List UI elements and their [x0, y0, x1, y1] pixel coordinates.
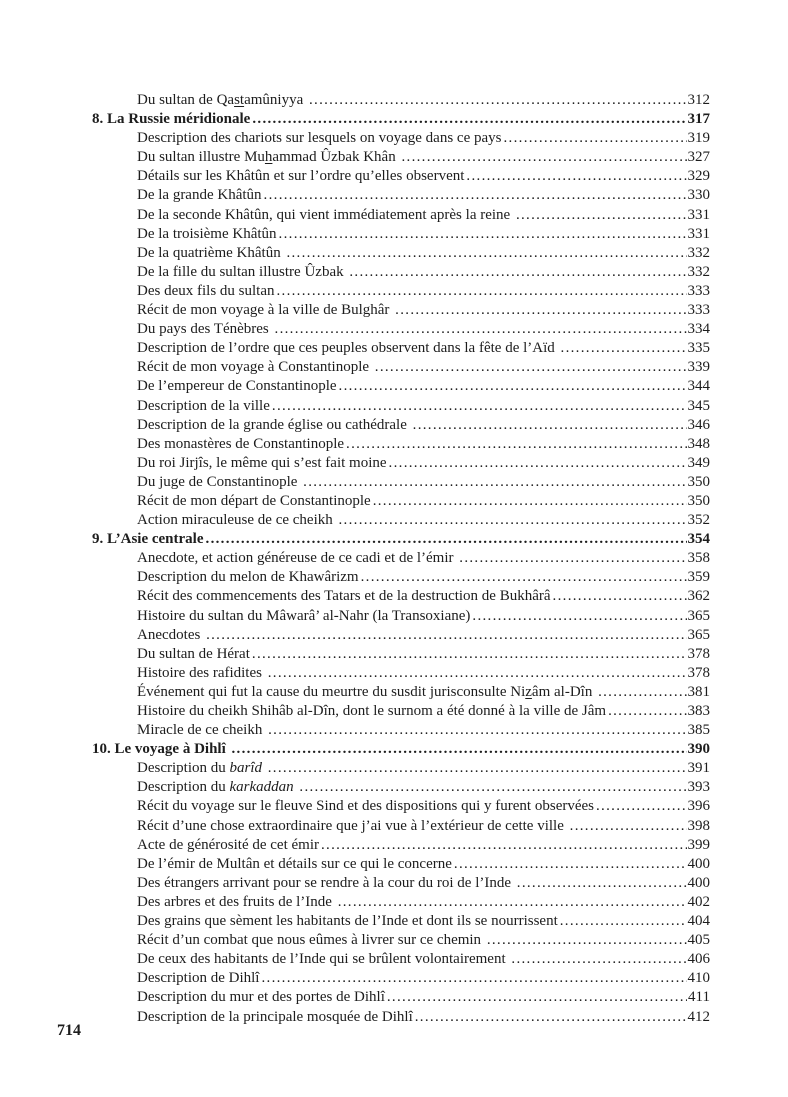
toc-entry: [0, 607, 788, 626]
toc-entry-title: Anecdotes: [137, 626, 205, 643]
toc-entry-page: 381: [687, 683, 710, 700]
toc-entry-title: Récit d’un combat que nous eûmes à livrer sur ce chemin: [137, 932, 485, 949]
toc-entry: [0, 186, 788, 205]
dot-leader: [598, 683, 686, 702]
dot-leader: [299, 778, 686, 797]
toc-entry: [0, 587, 788, 606]
toc-entry: [0, 244, 788, 263]
toc-entry-page: 359: [687, 569, 710, 586]
toc-entry-title: De ceux des habitants de l’Inde qui se brûlent volontairement: [137, 951, 510, 968]
toc-entry-page: 333: [687, 302, 710, 319]
toc-entry-title: Du juge de Constantinople: [137, 473, 302, 490]
dot-leader: [415, 1008, 687, 1027]
dot-leader: [232, 740, 687, 759]
toc-entry-title: Du roi Jirjîs, le même qui s’est fait moine: [137, 454, 387, 471]
toc-entry-page: 398: [687, 817, 710, 834]
toc-entry-page: 399: [687, 836, 710, 853]
dot-leader: [561, 339, 687, 358]
toc-entry-page: 402: [687, 893, 710, 910]
toc-entry: [0, 797, 788, 816]
toc-entry-title: Récit de mon voyage à la ville de Bulghâr: [137, 302, 394, 319]
toc-entry-title: Histoire des rafidites: [137, 664, 266, 681]
toc-entry: [0, 683, 788, 702]
toc-entry-title: 8. La Russie méridionale: [92, 111, 251, 128]
toc-entry-page: 404: [687, 913, 710, 930]
toc-entry-page: 350: [687, 473, 710, 490]
toc-entry-title: Description du barîd: [137, 760, 262, 777]
toc-entry-page: 410: [687, 970, 710, 987]
toc-entry-page: 390: [687, 741, 710, 758]
toc-entry-title: Récit de mon départ de Constantinople: [137, 492, 371, 509]
toc-entry-title: Description de la grande église ou cathédrale: [137, 416, 411, 433]
toc-entry-page: 400: [687, 855, 710, 872]
dot-leader: [272, 397, 687, 416]
dot-leader: [276, 282, 686, 301]
toc-entry-page: 393: [687, 779, 710, 796]
dot-leader: [395, 301, 686, 320]
toc-entry: [0, 950, 788, 969]
toc-entry-page: 350: [687, 492, 710, 509]
dot-leader: [361, 568, 687, 587]
toc-entry-page: 344: [687, 378, 710, 395]
toc-entry-title: Histoire du sultan du Mâwarâ’ al-Nahr (la Transoxiane): [137, 607, 471, 624]
toc-entry-page: 330: [687, 187, 710, 204]
toc-entry: [0, 263, 788, 282]
toc-entry-title: Anecdote, et action généreuse de ce cadi et de l’émir: [137, 550, 458, 567]
toc-entry-page: 383: [687, 703, 710, 719]
toc-entry-page: 349: [687, 454, 710, 471]
toc-list: [0, 91, 788, 1027]
toc-entry: [0, 511, 788, 530]
toc-entry-page: 319: [687, 130, 710, 147]
toc-entry: [0, 893, 788, 912]
dot-leader: [596, 797, 687, 816]
toc-entry-page: 385: [687, 722, 710, 739]
toc-entry: [0, 1008, 788, 1027]
toc-entry-page: 335: [687, 340, 710, 357]
dot-leader: [401, 148, 686, 167]
toc-entry: [0, 282, 788, 301]
toc-entry-page: 391: [687, 760, 710, 777]
dot-leader: [268, 721, 686, 740]
toc-entry-title: Du sultan de Hérat: [137, 645, 250, 662]
toc-entry-page: 332: [687, 263, 710, 280]
toc-entry-title: Description des chariots sur lesquels on voyage dans ce pays: [137, 130, 502, 147]
dot-leader: [373, 492, 687, 511]
toc-entry: [0, 129, 788, 148]
toc-entry: [0, 759, 788, 778]
toc-entry: [0, 339, 788, 358]
toc-entry-page: 333: [687, 282, 710, 299]
toc-entry: [0, 778, 788, 797]
toc-entry-title: De l’émir de Multân et détails sur ce qui le concerne: [137, 855, 452, 872]
toc-entry-title: Du sultan illustre Muhammad Ûzbak Khân: [137, 149, 400, 166]
toc-entry-page: 365: [687, 626, 710, 643]
dot-leader: [309, 91, 687, 110]
toc-entry: [0, 931, 788, 950]
toc-entry: [0, 664, 788, 683]
toc-entry-title: Description du karkaddan: [137, 779, 294, 796]
dot-leader: [570, 817, 687, 836]
toc-entry-page: 405: [687, 932, 710, 949]
dot-leader: [553, 587, 687, 606]
toc-entry: [0, 206, 788, 225]
toc-entry-title: Récit des commencements des Tatars et de la destruction de Bukhârâ: [137, 588, 551, 605]
toc-entry: [0, 626, 788, 645]
toc-entry-title: Des monastères de Constantinople: [137, 435, 345, 452]
toc-entry-page: 339: [687, 359, 710, 376]
toc-entry-title: Du pays des Ténèbres: [137, 321, 273, 338]
toc-entry-page: 378: [687, 645, 710, 662]
dot-leader: [459, 549, 686, 568]
toc-entry-page: 354: [687, 531, 710, 548]
toc-entry: [0, 473, 788, 492]
dot-leader: [252, 110, 686, 129]
dot-leader: [349, 263, 686, 282]
toc-entry-title: Histoire du cheikh Shihâb al-Dîn, dont le surnom a été donné à la ville de Jâm: [137, 703, 607, 719]
toc-entry-title: Des arbres et des fruits de l’Inde: [137, 893, 336, 910]
toc-entry: [0, 358, 788, 377]
toc-entry-title: Récit du voyage sur le fleuve Sind et des dispositions qui y furent observées: [137, 798, 594, 815]
toc-entry-title: Description de la principale mosquée de Dihlî: [137, 1008, 413, 1025]
toc-entry-title: Des grains que sèment les habitants de l’Inde et dont ils se nourrissent: [137, 913, 558, 930]
toc-entry-page: 331: [687, 225, 710, 242]
toc-entry: [0, 874, 788, 893]
toc-entry-title: Événement qui fut la cause du meurtre du susdit jurisconsulte Nizâm al-Dîn: [137, 683, 597, 700]
dot-leader: [516, 206, 687, 225]
toc-entry-title: Action miraculeuse de ce cheikh: [137, 512, 337, 529]
toc-entry-page: 332: [687, 244, 710, 261]
dot-leader: [275, 320, 687, 339]
dot-leader: [206, 626, 686, 645]
toc-entry: [0, 492, 788, 511]
toc-entry: [0, 91, 788, 110]
dot-leader: [517, 874, 687, 893]
toc-entry-page: 352: [687, 512, 710, 529]
dot-leader: [346, 435, 686, 454]
toc-entry-page: 348: [687, 435, 710, 452]
toc-entry-page: 362: [687, 588, 710, 605]
toc-entry-page: 406: [687, 951, 710, 968]
toc-entry: [0, 320, 788, 339]
toc-entry-title: Description du melon de Khawârizm: [137, 569, 359, 586]
toc-entry-page: 396: [687, 798, 710, 815]
toc-entry-title: 10. Le voyage à Dihlî: [92, 741, 230, 758]
toc-entry: [0, 721, 788, 740]
toc-entry-page: 331: [687, 206, 710, 223]
toc-entry-page: 346: [687, 416, 710, 433]
toc-entry-page: 334: [687, 321, 710, 338]
dot-leader: [252, 645, 687, 664]
dot-leader: [504, 129, 687, 148]
toc-entry: [0, 225, 788, 244]
toc-entry-page: 412: [687, 1008, 710, 1025]
toc-entry: [0, 148, 788, 167]
toc-entry: [0, 740, 788, 759]
toc-entry-title: Du sultan de Qastamûniyya: [137, 92, 307, 108]
dot-leader: [286, 244, 686, 263]
toc-entry-page: 327: [687, 149, 710, 166]
dot-leader: [264, 186, 687, 205]
dot-leader: [389, 454, 687, 473]
toc-entry-title: Des deux fils du sultan: [137, 282, 275, 299]
toc-entry-title: De la fille du sultan illustre Ûzbak: [137, 263, 348, 280]
dot-leader: [413, 416, 687, 435]
toc-entry-title: Récit de mon voyage à Constantinople: [137, 359, 373, 376]
toc-entry-title: Détails sur les Khâtûn et sur l’ordre qu’elles observent: [137, 168, 465, 185]
toc-entry: [0, 454, 788, 473]
toc-entry-title: Récit d’une chose extraordinaire que j’ai vue à l’extérieur de cette ville: [137, 817, 568, 834]
dot-leader: [338, 893, 687, 912]
dot-leader: [321, 836, 687, 855]
dot-leader: [454, 855, 687, 874]
toc-entry-title: Acte de générosité de cet émir: [137, 836, 319, 853]
toc-entry: [0, 702, 788, 721]
toc-entry-page: 378: [687, 664, 710, 681]
dot-leader: [560, 912, 687, 931]
dot-leader: [261, 969, 686, 988]
toc-entry: [0, 301, 788, 320]
toc-entry: [0, 969, 788, 988]
dot-leader: [487, 931, 687, 950]
toc-entry: [0, 645, 788, 664]
toc-entry: [0, 416, 788, 435]
dot-leader: [268, 759, 687, 778]
toc-entry: [0, 817, 788, 836]
toc-entry-title: Description de la ville: [137, 397, 270, 414]
dot-leader: [466, 167, 686, 186]
toc-entry-page: 365: [687, 607, 710, 624]
toc-entry-title: De la quatrième Khâtûn: [137, 244, 285, 261]
dot-leader: [339, 377, 687, 396]
toc-entry-page: 312: [687, 92, 710, 108]
toc-entry-title: Description de l’ordre que ces peuples observent dans la fête de l’Aïd: [137, 340, 559, 357]
toc-entry: [0, 988, 788, 1007]
dot-leader: [268, 664, 687, 683]
dot-leader: [472, 607, 686, 626]
toc-entry: [0, 530, 788, 549]
dot-leader: [511, 950, 686, 969]
toc-entry: [0, 568, 788, 587]
toc-entry: [0, 110, 788, 129]
toc-entry-title: De la troisième Khâtûn: [137, 225, 277, 242]
dot-leader: [303, 473, 686, 492]
toc-entry: [0, 435, 788, 454]
toc-entry-page: 400: [687, 874, 710, 891]
toc-entry-page: 345: [687, 397, 710, 414]
dot-leader: [387, 988, 687, 1007]
toc-entry: [0, 855, 788, 874]
toc-entry: [0, 397, 788, 416]
toc-entry-title: 9. L’Asie centrale: [92, 531, 204, 548]
toc-entry: [0, 167, 788, 186]
dot-leader: [375, 358, 687, 377]
toc-entry-page: 411: [688, 989, 710, 1006]
toc-entry-page: 358: [687, 550, 710, 567]
folio-page-number: 714: [57, 1022, 81, 1039]
dot-leader: [279, 225, 687, 244]
toc-entry: [0, 836, 788, 855]
toc-entry: [0, 377, 788, 396]
toc-entry-title: Description de Dihlî: [137, 970, 260, 987]
dot-leader: [339, 511, 687, 530]
toc-entry-title: Description du mur et des portes de Dihlî: [137, 989, 385, 1006]
toc-entry-title: Des étrangers arrivant pour se rendre à la cour du roi de l’Inde: [137, 874, 515, 891]
toc-entry-title: De l’empereur de Constantinople: [137, 378, 337, 395]
toc-entry-title: De la seconde Khâtûn, qui vient immédiatement après la reine: [137, 206, 514, 223]
toc-entry: [0, 912, 788, 931]
toc-entry: [0, 549, 788, 568]
dot-leader: [206, 530, 687, 549]
dot-leader: [608, 702, 686, 721]
toc-entry-page: 317: [687, 111, 710, 128]
toc-entry-title: De la grande Khâtûn: [137, 187, 262, 204]
toc-entry-page: 329: [687, 168, 710, 185]
toc-entry-title: Miracle de ce cheikh: [137, 722, 267, 739]
